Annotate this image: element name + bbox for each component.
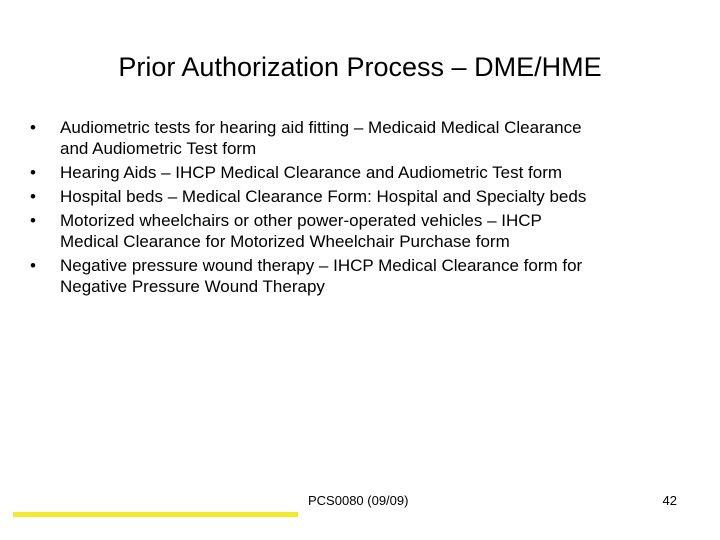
bullet-list (30, 117, 600, 300)
bullet-marker-icon: • (30, 256, 36, 275)
bullet-marker-icon: • (30, 163, 36, 182)
bullet-text: Motorized wheelchairs or other power-operated vehicles – IHCP Medical Clearance for Motorized Wheelchair Purchase form (60, 211, 542, 251)
bullet-item (30, 210, 600, 252)
slide-title: Prior Authorization Process – DME/HME (118, 52, 602, 82)
footer-accent-line (13, 512, 298, 517)
bullet-text: Negative pressure wound therapy – IHCP Medical Clearance form for Negative Pressure Wound Therapy (60, 256, 583, 296)
page-number: 42 (662, 493, 677, 508)
bullet-item (30, 162, 600, 183)
bullet-marker-icon: • (30, 187, 36, 206)
bullet-item (30, 186, 600, 207)
bullet-item (30, 117, 600, 159)
bullet-marker-icon: • (30, 211, 36, 230)
bullet-text: Hearing Aids – IHCP Medical Clearance and Audiometric Test form (60, 163, 563, 182)
bullet-text: Audiometric tests for hearing aid fitting – Medicaid Medical Clearance and Audiometric Test form (60, 118, 582, 158)
bullet-item (30, 255, 600, 297)
bullet-text: Hospital beds – Medical Clearance Form: Hospital and Specialty beds (60, 187, 587, 206)
bullet-marker-icon: • (30, 118, 36, 137)
footer-code: PCS0080 (09/09) (308, 493, 409, 508)
